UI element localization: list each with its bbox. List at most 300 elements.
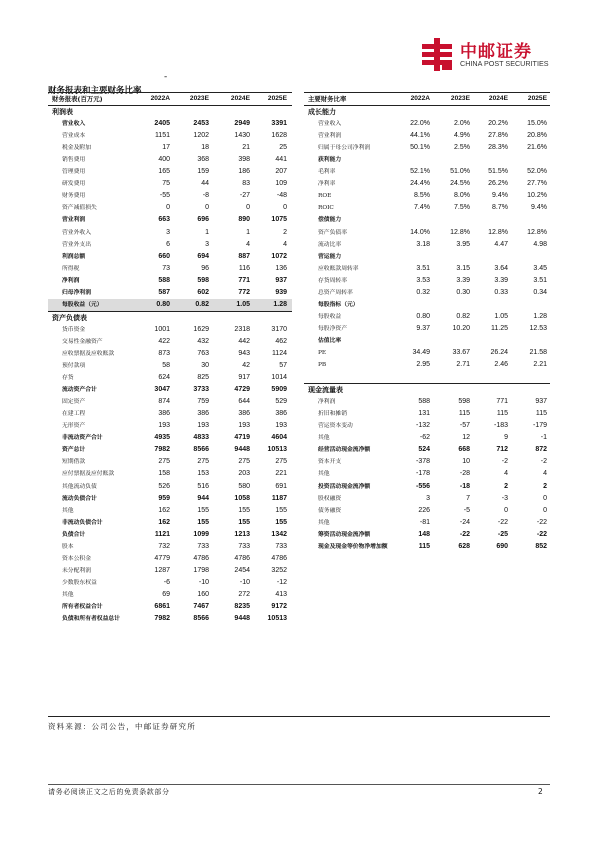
cell-value: 0.32 [416, 288, 430, 296]
cell-value: 131 [418, 410, 430, 418]
row-label: 负债合计 [62, 531, 86, 538]
row-label: 存货周转率 [318, 277, 347, 284]
financial-statements-table [48, 92, 292, 625]
cell-value: 1 [205, 228, 209, 236]
row-label: 股权融资 [318, 495, 342, 502]
table-row [48, 130, 292, 142]
cell-value: 115 [458, 410, 470, 418]
cell-value: -27 [239, 192, 250, 200]
row-label: 利润总额 [62, 253, 86, 260]
row-label: 营运能力 [318, 253, 342, 260]
cell-value: 275 [238, 458, 250, 466]
cell-value: 116 [238, 264, 250, 272]
cell-value: 34.49 [412, 348, 430, 356]
cell-value: 0 [504, 506, 508, 514]
cell-value: 15.0% [527, 120, 547, 128]
cell-value: 644 [238, 398, 250, 406]
cell-value: 3 [426, 494, 430, 502]
cell-value: 4833 [193, 434, 209, 442]
cell-value: 937 [275, 276, 287, 284]
cell-value: 944 [197, 494, 209, 502]
year-header: 2025E [267, 95, 287, 102]
row-label: 归属于母公司净利润 [318, 145, 371, 152]
row-label: 资本开支 [318, 459, 342, 466]
cell-value: 25 [279, 144, 287, 152]
table-row [48, 456, 292, 468]
china-post-logo-icon [420, 36, 454, 72]
table-row [48, 577, 292, 589]
cell-value: 275 [275, 458, 287, 466]
cell-value: 4.47 [494, 240, 508, 248]
table-row [304, 347, 550, 359]
cell-value: 7.5% [454, 204, 470, 212]
cell-value: 12 [462, 434, 470, 442]
row-label: 固定资产 [62, 399, 86, 406]
title-mark: - [164, 72, 168, 82]
cell-value: 159 [197, 168, 209, 176]
table-row [304, 299, 550, 311]
cell-value: 193 [197, 422, 209, 430]
table-row [48, 372, 292, 384]
cell-value: 2 [543, 482, 547, 490]
row-label: 交易性金融资产 [62, 338, 103, 345]
cell-value: 890 [238, 216, 250, 224]
cell-value: -183 [493, 422, 508, 430]
cell-value: 2454 [234, 566, 250, 574]
table-row [304, 541, 550, 553]
cell-value: 0.82 [195, 300, 209, 308]
cell-value: 524 [418, 446, 430, 454]
row-label: 营业收入 [318, 121, 342, 128]
table-row [304, 335, 550, 347]
cell-value: -22 [459, 530, 470, 538]
cell-value: 1001 [154, 325, 170, 333]
cell-value: 772 [238, 288, 250, 296]
cell-value: -81 [419, 518, 430, 526]
section-label: 成长能力 [308, 108, 336, 117]
row-label: 营业外收入 [62, 229, 91, 236]
cell-value: 193 [275, 422, 287, 430]
cell-value: -28 [459, 470, 470, 478]
cell-value: 2453 [193, 120, 209, 128]
row-label: 应收账款周转率 [318, 265, 359, 272]
cell-value: 368 [197, 156, 209, 164]
cell-value: 825 [197, 374, 209, 382]
row-label: 少数股东权益 [62, 579, 97, 586]
cell-value: 4 [283, 240, 287, 248]
row-label: 折旧和摊销 [318, 411, 347, 418]
cell-value: 852 [535, 542, 547, 550]
row-label: 管理费用 [62, 169, 86, 176]
cell-value: -556 [415, 482, 430, 490]
cell-value: 3252 [271, 566, 287, 574]
cell-value: 2 [504, 482, 508, 490]
cell-value: -6 [163, 578, 170, 586]
cell-value: 11.25 [491, 324, 508, 332]
cell-value: 12.8% [488, 228, 508, 236]
cell-value: 2.21 [533, 361, 547, 369]
cell-value: 3.64 [494, 264, 508, 272]
row-label: 筹资活动现金流净额 [318, 531, 371, 538]
cell-value: -1 [540, 434, 547, 442]
cell-value: 386 [238, 410, 250, 418]
cell-value: 4779 [154, 554, 170, 562]
row-label: 营业利润 [318, 133, 342, 140]
cell-value: 162 [158, 506, 170, 514]
table-row [304, 468, 550, 480]
row-label: 其他 [318, 471, 330, 478]
table-row [48, 468, 292, 480]
cell-value: 52.0% [527, 168, 547, 176]
logo-english-name: CHINA POST SECURITIES [460, 59, 549, 68]
table-row [48, 251, 292, 263]
table-row [48, 214, 292, 226]
table-row [48, 178, 292, 190]
row-label: 非流动资产合计 [62, 435, 103, 442]
row-label: 资产减值损失 [62, 205, 97, 212]
section-heading [304, 383, 550, 396]
cell-value: 155 [275, 518, 287, 526]
cell-value: 10513 [267, 446, 287, 454]
table-row [304, 251, 550, 263]
cell-value: 733 [238, 542, 250, 550]
cell-value: 148 [418, 530, 430, 538]
cell-value: 917 [238, 374, 250, 382]
cell-value: 4.98 [533, 240, 547, 248]
cell-value: 275 [158, 458, 170, 466]
table-row [304, 130, 550, 142]
cell-value: 712 [496, 446, 508, 454]
cell-value: 153 [197, 470, 209, 478]
cell-value: 1151 [154, 132, 170, 140]
table-row [48, 517, 292, 529]
table-row [304, 359, 550, 371]
cell-value: -62 [419, 434, 430, 442]
cell-value: 2 [283, 228, 287, 236]
table-row [304, 287, 550, 299]
row-label: 营业外支出 [62, 241, 91, 248]
cell-value: 8566 [193, 615, 209, 623]
table-row [48, 420, 292, 432]
section-heading [48, 311, 292, 324]
row-label: 营业收入 [62, 121, 86, 128]
cell-value: 186 [238, 168, 250, 176]
cell-value: 9172 [271, 602, 287, 610]
cell-value: 165 [158, 168, 170, 176]
cell-value: 9448 [234, 446, 250, 454]
cell-value: 7982 [154, 615, 170, 623]
table-row [304, 493, 550, 505]
table-row [48, 529, 292, 541]
cell-value: 1187 [271, 494, 287, 502]
cell-value: -8 [202, 192, 209, 200]
cell-value: 4719 [234, 434, 250, 442]
section-label: 现金流量表 [308, 386, 343, 395]
cell-value: 9448 [234, 615, 250, 623]
table-row [48, 227, 292, 239]
cell-value: 4 [246, 240, 250, 248]
table-row [48, 444, 292, 456]
cell-value: 759 [197, 398, 209, 406]
row-label: 资产总计 [62, 447, 86, 454]
cell-value: 771 [238, 276, 250, 284]
cell-value: 20.2% [488, 120, 508, 128]
header-label: 财务报表(百万元) [52, 95, 103, 103]
cell-value: -10 [239, 578, 250, 586]
cell-value: 1.28 [273, 300, 287, 308]
cell-value: 4786 [271, 554, 287, 562]
row-label: 营运资本变动 [318, 423, 353, 430]
cell-value: 413 [275, 590, 287, 598]
cell-value: 386 [158, 410, 170, 418]
table-row [48, 275, 292, 287]
cell-value: 939 [275, 288, 287, 296]
cell-value: 2.0% [454, 120, 470, 128]
cell-value: 75 [162, 180, 170, 188]
cell-value: -18 [459, 482, 470, 490]
section-label: 利润表 [52, 108, 73, 117]
cell-value: -48 [276, 192, 287, 200]
row-label: 流动资产合计 [62, 387, 97, 394]
cell-value: 51.0% [450, 168, 470, 176]
section-label: 资产负债表 [52, 313, 87, 322]
row-label: 所有者权益合计 [62, 603, 103, 610]
cell-value: 30 [201, 362, 209, 370]
row-label: 净利率 [318, 181, 336, 188]
cell-value: 69 [162, 590, 170, 598]
cell-value: -22 [536, 530, 547, 538]
cell-value: 10.20 [452, 324, 470, 332]
cell-value: 732 [158, 542, 170, 550]
cell-value: 9.4% [492, 192, 508, 200]
cell-value: 4 [504, 470, 508, 478]
table-row [304, 432, 550, 444]
cell-value: 4.9% [454, 132, 470, 140]
cell-value: 628 [458, 542, 470, 550]
table-bottom-rule [48, 716, 550, 717]
cell-value: 26.2% [488, 180, 508, 188]
cell-value: 4604 [271, 434, 287, 442]
cell-value: 3 [205, 240, 209, 248]
cell-value: 73 [162, 264, 170, 272]
cell-value: 529 [275, 398, 287, 406]
table-row [48, 493, 292, 505]
logo-chinese-name: 中邮证券 [460, 42, 532, 62]
cell-value: 57 [279, 362, 287, 370]
row-label: 流动比率 [318, 241, 342, 248]
cell-value: 9.4% [531, 204, 547, 212]
cell-value: 42 [242, 362, 250, 370]
cell-value: 937 [535, 398, 547, 406]
cell-value: 733 [275, 542, 287, 550]
cell-value: 398 [238, 156, 250, 164]
cell-value: 422 [158, 337, 170, 345]
cell-value: 3.53 [416, 276, 430, 284]
row-label: 货币资金 [62, 326, 86, 333]
cell-value: 598 [197, 276, 209, 284]
cell-value: 14.0% [410, 228, 430, 236]
cell-value: 3.15 [456, 264, 470, 272]
cell-value: 7467 [193, 602, 209, 610]
table-row [304, 311, 550, 323]
cell-value: 516 [197, 482, 209, 490]
cell-value: 115 [418, 542, 430, 550]
row-label: 资产负债率 [318, 229, 347, 236]
table-row [48, 348, 292, 360]
table-row [48, 360, 292, 372]
row-label: 每股指标（元） [318, 301, 359, 308]
company-logo [420, 36, 560, 76]
cell-value: 8.5% [414, 192, 430, 200]
cell-value: 1202 [193, 132, 209, 140]
cell-value: 226 [418, 506, 430, 514]
cell-value: 9 [504, 434, 508, 442]
cell-value: 873 [158, 349, 170, 357]
row-label: 每股收益（元） [62, 301, 103, 308]
row-label: 税金及附加 [62, 145, 91, 152]
table-row [48, 190, 292, 202]
cell-value: 0 [246, 204, 250, 212]
cell-value: 58 [162, 362, 170, 370]
cell-value: 0 [283, 204, 287, 212]
cell-value: 109 [275, 180, 287, 188]
cell-value: 28.3% [488, 144, 508, 152]
disclaimer-footer: 请务必阅读正文之后的免责条款部分 [48, 788, 170, 796]
table-row [304, 154, 550, 166]
cell-value: 24.4% [410, 180, 430, 188]
cell-value: 400 [158, 156, 170, 164]
table-row [48, 481, 292, 493]
cell-value: 3 [166, 228, 170, 236]
cell-value: 1099 [193, 530, 209, 538]
cell-value: 386 [275, 410, 287, 418]
cell-value: 27.7% [527, 180, 547, 188]
table-row [304, 227, 550, 239]
cell-value: 136 [275, 264, 287, 272]
row-label: 非流动负债合计 [62, 519, 103, 526]
cell-value: 3.51 [533, 276, 547, 284]
cell-value: 874 [158, 398, 170, 406]
cell-value: -378 [415, 458, 430, 466]
cell-value: -132 [415, 422, 430, 430]
cell-value: -57 [459, 422, 470, 430]
row-label: 每股收益 [318, 313, 342, 320]
cell-value: 3733 [193, 386, 209, 394]
cell-value: 588 [158, 276, 170, 284]
cell-value: 20.8% [527, 132, 547, 140]
cell-value: 660 [158, 252, 170, 260]
cell-value: 83 [242, 180, 250, 188]
cell-value: 1213 [234, 530, 250, 538]
row-label: 无形资产 [62, 423, 86, 430]
cell-value: -25 [497, 530, 508, 538]
cell-value: 52.1% [410, 168, 430, 176]
cell-value: 602 [197, 288, 209, 296]
cell-value: -24 [459, 518, 470, 526]
cell-value: 203 [238, 470, 250, 478]
cell-value: -2 [501, 458, 508, 466]
cell-value: 8.7% [492, 204, 508, 212]
cell-value: 2318 [234, 325, 250, 333]
cell-value: 158 [158, 470, 170, 478]
cell-value: 663 [158, 216, 170, 224]
table-row [48, 565, 292, 577]
row-label: PB [318, 362, 327, 369]
row-label: 现金及现金等价物净增加额 [318, 543, 388, 550]
cell-value: 7982 [154, 446, 170, 454]
cell-value: 526 [158, 482, 170, 490]
cell-value: 588 [418, 398, 430, 406]
cell-value: 598 [458, 398, 470, 406]
table-row [48, 541, 292, 553]
cell-value: 691 [275, 482, 287, 490]
cell-value: 272 [238, 590, 250, 598]
cell-value: 8566 [193, 446, 209, 454]
cell-value: -55 [159, 192, 170, 200]
table-row [48, 336, 292, 348]
row-label: 净利润 [62, 277, 80, 284]
cell-value: 0.80 [416, 312, 430, 320]
cell-value: 1121 [154, 530, 170, 538]
row-label: 所得税 [62, 265, 80, 272]
cell-value: 3.18 [416, 240, 430, 248]
table-row [304, 118, 550, 130]
cell-value: 193 [158, 422, 170, 430]
cell-value: 51.5% [488, 168, 508, 176]
section-heading [48, 106, 292, 118]
table-row [304, 517, 550, 529]
cell-value: 0.33 [494, 288, 508, 296]
cell-value: 9.37 [416, 324, 430, 332]
row-label: 应收票据及应收账款 [62, 350, 115, 357]
year-header: 2022A [410, 95, 430, 102]
cell-value: 6861 [154, 602, 170, 610]
year-header: 2023E [450, 95, 470, 102]
cell-value: 0.30 [456, 288, 470, 296]
cell-value: 8.0% [454, 192, 470, 200]
table-row [304, 166, 550, 178]
cell-value: 44.1% [410, 132, 430, 140]
table-row [304, 178, 550, 190]
row-label: 净利润 [318, 399, 336, 406]
cell-value: 0 [543, 494, 547, 502]
cell-value: 21.6% [527, 144, 547, 152]
cell-value: 17 [162, 144, 170, 152]
section-title [48, 72, 550, 96]
cell-value: -10 [198, 578, 209, 586]
table-row [48, 613, 292, 625]
cell-value: 943 [238, 349, 250, 357]
table-row [304, 408, 550, 420]
cell-value: 0.80 [156, 300, 170, 308]
cell-value: 587 [158, 288, 170, 296]
cell-value: 21.58 [529, 348, 547, 356]
cell-value: 18 [201, 144, 209, 152]
row-label: 其他 [318, 519, 330, 526]
row-label: ROE [318, 193, 332, 200]
cell-value: 12.8% [450, 228, 470, 236]
row-label: 投资活动现金流净额 [318, 483, 371, 490]
cell-value: 27.8% [488, 132, 508, 140]
cell-value: 115 [496, 410, 508, 418]
row-label: 资本公积金 [62, 555, 91, 562]
table-row [48, 505, 292, 517]
cell-value: 3170 [271, 325, 287, 333]
cell-value: 1 [246, 228, 250, 236]
row-label: PE [318, 349, 327, 356]
row-label: 经营活动现金流净额 [318, 447, 371, 454]
row-label: 其他 [318, 435, 330, 442]
